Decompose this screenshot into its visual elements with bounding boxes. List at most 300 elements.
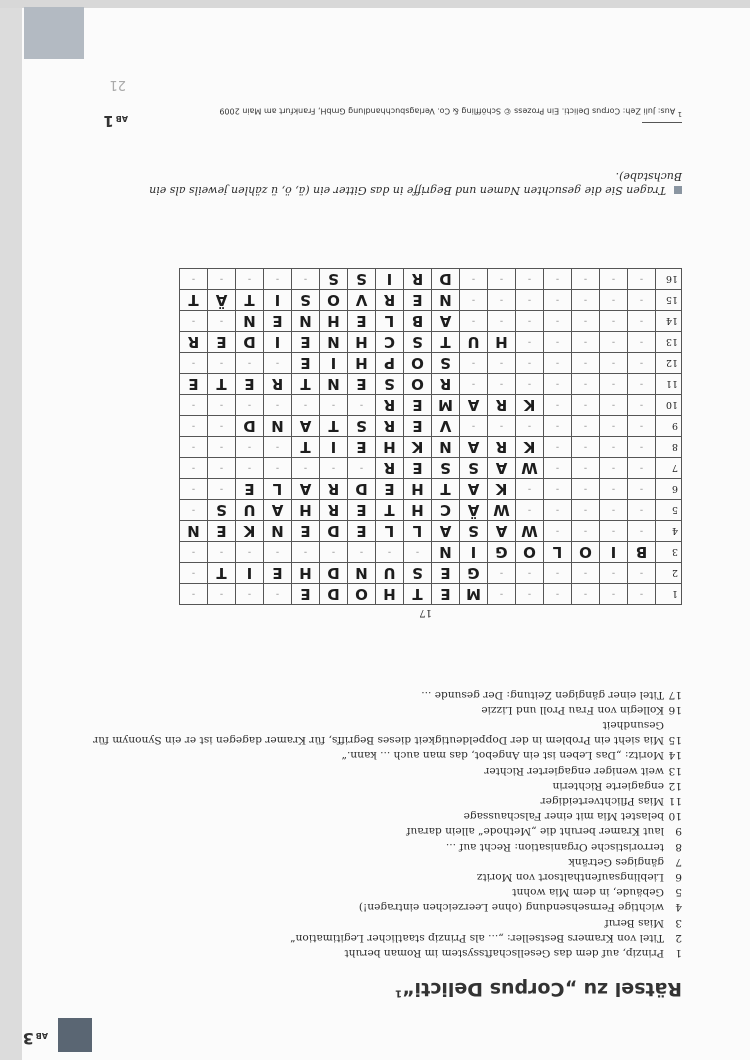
grid-cell-empty: - [320, 395, 348, 416]
grid-cell-empty: - [208, 542, 236, 563]
grid-cell-empty: - [264, 353, 292, 374]
grid-row-number: 5 [656, 500, 682, 521]
grid-cell-empty: - [208, 584, 236, 605]
footnote [219, 106, 682, 118]
grid-cell: B [628, 542, 656, 563]
square-bullet-icon [674, 186, 682, 194]
grid-cell: G [488, 542, 516, 563]
grid-cell-empty: - [572, 269, 600, 290]
grid-row-number: 6 [656, 479, 682, 500]
grid-cell: C [376, 332, 404, 353]
grid-cell-empty: - [600, 374, 628, 395]
chapter-tab-dark [58, 1018, 92, 1052]
grid-cell-empty: - [628, 311, 656, 332]
grid-cell-empty: - [236, 584, 264, 605]
grid-cell-empty: - [264, 542, 292, 563]
grid-cell: D [432, 269, 460, 290]
clue-number: 7 [675, 855, 682, 868]
grid-cell-empty: - [460, 374, 488, 395]
grid-row-number: 10 [656, 395, 682, 416]
clue-item [82, 702, 682, 717]
grid-cell-empty: - [628, 458, 656, 479]
grid-cell-empty: - [572, 437, 600, 458]
grid-cell: H [404, 479, 432, 500]
grid-cell: A [264, 500, 292, 521]
grid-cell-empty: - [180, 500, 208, 521]
grid-cell-empty: - [236, 353, 264, 374]
grid-cell-empty: - [488, 563, 516, 584]
grid-cell: D [320, 521, 348, 542]
grid-cell: U [460, 332, 488, 353]
grid-cell: I [236, 563, 264, 584]
grid-cell: H [292, 563, 320, 584]
grid-cell-empty: - [208, 416, 236, 437]
grid-cell: A [460, 395, 488, 416]
grid-cell: R [404, 269, 432, 290]
grid-row [180, 563, 682, 584]
grid-cell: N [264, 416, 292, 437]
clue-item [82, 945, 682, 960]
grid-cell-empty: - [180, 416, 208, 437]
grid-cell: K [404, 437, 432, 458]
clue-text: wichtige Fernsehsendung (ohne Leerzeichen eintragen!) [358, 901, 664, 914]
grid-cell-empty: - [348, 458, 376, 479]
clue-number: 3 [675, 916, 682, 929]
clue-text: gängiges Getränk [568, 855, 664, 868]
ab-prefix: AB [115, 114, 128, 123]
grid-cell: R [320, 500, 348, 521]
grid-cell: O [404, 374, 432, 395]
clue-text: Mias Beruf [604, 916, 664, 929]
grid-cell-empty: - [628, 374, 656, 395]
grid-cell: H [376, 437, 404, 458]
grid-cell-empty: - [460, 269, 488, 290]
title-footnote-mark: 1 [395, 987, 402, 999]
grid-cell: K [516, 395, 544, 416]
clue-number: 17 [668, 688, 682, 701]
grid-cell-empty: - [180, 437, 208, 458]
grid-row [180, 500, 682, 521]
grid-cell-empty: - [600, 563, 628, 584]
grid-cell-empty: - [600, 353, 628, 374]
grid-cell: H [488, 332, 516, 353]
grid-cell: K [516, 437, 544, 458]
grid-row-number: 9 [656, 416, 682, 437]
clue-number: 12 [668, 779, 682, 792]
grid-cell: T [376, 500, 404, 521]
grid-cell: S [208, 500, 236, 521]
grid-row-number: 1 [656, 584, 682, 605]
grid-cell-empty: - [516, 332, 544, 353]
grid-cell-empty: - [488, 311, 516, 332]
worksheet-label-bottom [103, 112, 128, 130]
clue-text: Lieblingsaufenthaltsort von Moritz [476, 870, 664, 883]
grid-cell-empty: - [208, 458, 236, 479]
grid-cell-empty: - [628, 584, 656, 605]
grid-cell-empty: - [544, 269, 572, 290]
clue-text: terroristische Organisation: Recht auf ... [445, 840, 664, 853]
grid-cell-empty: - [236, 542, 264, 563]
grid-cell: S [404, 563, 432, 584]
grid-cell-empty: - [208, 269, 236, 290]
grid-cell-empty: - [544, 290, 572, 311]
grid-cell: I [264, 290, 292, 311]
grid-cell-empty: - [572, 458, 600, 479]
grid-cell: D [320, 563, 348, 584]
grid-cell-empty: - [628, 395, 656, 416]
clue-item [82, 930, 682, 945]
grid-cell: I [320, 437, 348, 458]
grid-cell-empty: - [544, 332, 572, 353]
grid-cell: E [208, 521, 236, 542]
grid-cell: K [236, 521, 264, 542]
grid-cell: A [460, 437, 488, 458]
grid-cell-empty: - [488, 353, 516, 374]
clue-item [82, 778, 682, 793]
grid-cell-empty: - [544, 458, 572, 479]
grid-row-number: 13 [656, 332, 682, 353]
grid-cell: E [348, 521, 376, 542]
clue-text: Kollegin von Frau Proll und Lizzie [481, 703, 664, 716]
grid-cell-empty: - [460, 353, 488, 374]
grid-cell-empty: - [516, 374, 544, 395]
grid-cell: S [376, 374, 404, 395]
grid-cell: D [348, 479, 376, 500]
grid-cell: N [320, 332, 348, 353]
grid-row [180, 269, 682, 290]
grid-cell: V [348, 290, 376, 311]
footnote-mark: 1 [677, 110, 682, 118]
grid-cell: N [180, 521, 208, 542]
grid-cell: C [432, 500, 460, 521]
grid-cell-empty: - [572, 353, 600, 374]
grid-cell-empty: - [264, 458, 292, 479]
grid-row-number: 12 [656, 353, 682, 374]
clue-text: belastet Mia mit einer Falschaussage [463, 810, 664, 823]
clue-item [82, 899, 682, 914]
grid-cell-empty: - [236, 269, 264, 290]
clue-number: 6 [675, 870, 682, 883]
grid-cell-empty: - [460, 311, 488, 332]
grid-cell-empty: - [460, 290, 488, 311]
clue-number: 8 [675, 840, 682, 853]
clue-text: Titel einer gängigen Zeitung: Der gesunde ... [421, 688, 664, 701]
grid-cell: R [180, 332, 208, 353]
grid-cell-empty: - [572, 311, 600, 332]
clue-number: 14 [668, 749, 682, 762]
grid-cell: S [348, 269, 376, 290]
grid-cell: I [600, 542, 628, 563]
grid-cell-empty: - [488, 290, 516, 311]
grid-cell-empty: - [516, 584, 544, 605]
clue-text: Gebäude, in dem Mia wohnt [512, 886, 664, 899]
grid-cell: E [404, 416, 432, 437]
grid-cell: E [264, 311, 292, 332]
grid-cell: E [404, 290, 432, 311]
grid-cell: T [208, 563, 236, 584]
grid-cell-empty: - [628, 416, 656, 437]
grid-cell: E [292, 521, 320, 542]
grid-row-number: 3 [656, 542, 682, 563]
grid-cell: W [516, 458, 544, 479]
grid-cell: A [432, 521, 460, 542]
grid-cell-empty: - [544, 374, 572, 395]
clue-item [82, 823, 682, 838]
grid-cell: I [376, 269, 404, 290]
grid-cell-empty: - [516, 269, 544, 290]
grid-cell-empty: - [292, 269, 320, 290]
grid-cell: P [376, 353, 404, 374]
worksheet-label-top [23, 1029, 48, 1048]
grid-cell-empty: - [488, 374, 516, 395]
grid-cell: L [264, 479, 292, 500]
grid-row-number: 8 [656, 437, 682, 458]
grid-cell-empty: - [600, 584, 628, 605]
grid-cell: K [488, 479, 516, 500]
grid-cell-empty: - [572, 563, 600, 584]
grid-cell: S [460, 458, 488, 479]
page-edge-right [0, 0, 22, 1060]
grid-cell: H [404, 500, 432, 521]
grid-row [180, 374, 682, 395]
grid-cell: S [404, 332, 432, 353]
grid-cell: Ä [208, 290, 236, 311]
grid-cell: T [292, 374, 320, 395]
grid-cell-empty: - [208, 395, 236, 416]
grid-cell-empty: - [292, 395, 320, 416]
grid-row [180, 542, 682, 563]
grid-cell: E [404, 458, 432, 479]
clue-number: 4 [675, 901, 682, 914]
grid-cell: R [432, 374, 460, 395]
grid-cell: L [376, 521, 404, 542]
clue-list [82, 686, 682, 960]
grid-cell: A [460, 479, 488, 500]
grid-cell-empty: - [516, 479, 544, 500]
grid-cell: T [180, 290, 208, 311]
grid-cell: Ä [460, 500, 488, 521]
grid-cell-empty: - [488, 416, 516, 437]
grid-cell: N [236, 311, 264, 332]
grid-cell-empty: - [180, 563, 208, 584]
clue-item [82, 854, 682, 869]
grid-cell-empty: - [544, 416, 572, 437]
grid-cell-empty: - [544, 437, 572, 458]
clue-text: laut Kramer beruht die „Methode“ allein darauf [406, 825, 664, 838]
grid-cell: G [460, 563, 488, 584]
grid-cell-empty: - [600, 521, 628, 542]
grid-cell-empty: - [264, 437, 292, 458]
grid-cell-empty: - [572, 584, 600, 605]
clue-text: Mias Pflichtverteidiger [540, 794, 664, 807]
grid-cell-empty: - [264, 395, 292, 416]
grid-cell-empty: - [572, 479, 600, 500]
grid-cell-empty: - [572, 290, 600, 311]
clue-item [82, 884, 682, 899]
grid-cell-empty: - [516, 416, 544, 437]
grid-cell: H [376, 584, 404, 605]
grid-cell-empty: - [516, 563, 544, 584]
column-marker-17: 17 [419, 607, 432, 618]
instruction [102, 169, 682, 197]
grid-cell-empty: - [208, 311, 236, 332]
clue-number: 11 [668, 794, 682, 807]
grid-cell-empty: - [404, 542, 432, 563]
grid-cell: E [208, 332, 236, 353]
grid-cell-empty: - [628, 563, 656, 584]
grid-cell: D [236, 332, 264, 353]
instruction-text: Tragen Sie die gesuchten Namen und Begriffe in das Gitter ein (ä, ö, ü zählen jeweils als ein Buchstabe). [149, 170, 682, 197]
grid-cell: T [432, 479, 460, 500]
grid-row [180, 290, 682, 311]
grid-cell: R [376, 458, 404, 479]
grid-cell: O [404, 353, 432, 374]
grid-row-number: 16 [656, 269, 682, 290]
grid-cell: N [432, 542, 460, 563]
grid-cell: S [348, 416, 376, 437]
clue-item [82, 747, 682, 762]
clue-number: 9 [675, 825, 682, 838]
clue-item [82, 686, 682, 701]
clue-text: Prinzip, auf dem das Gesellschaftssystem im Roman beruht [344, 947, 664, 959]
grid-cell-empty: - [600, 500, 628, 521]
grid-cell: S [432, 458, 460, 479]
grid-cell: T [236, 290, 264, 311]
grid-cell-empty: - [628, 500, 656, 521]
grid-cell-empty: - [236, 395, 264, 416]
grid-cell: T [292, 437, 320, 458]
grid-cell: E [236, 374, 264, 395]
grid-cell-empty: - [600, 437, 628, 458]
grid-row [180, 584, 682, 605]
grid-cell-empty: - [236, 458, 264, 479]
grid-cell: O [516, 542, 544, 563]
grid-cell-empty: - [628, 332, 656, 353]
grid-cell: E [432, 584, 460, 605]
grid-cell: L [544, 542, 572, 563]
grid-cell: N [432, 290, 460, 311]
grid-cell: V [432, 416, 460, 437]
grid-cell-empty: - [180, 542, 208, 563]
clue-text: Moritz: „Das Leben ist ein Angebot, das man auch ... kann.“ [341, 749, 664, 762]
grid-cell: W [488, 500, 516, 521]
grid-cell: R [376, 290, 404, 311]
grid-cell-empty: - [600, 269, 628, 290]
grid-cell: I [264, 332, 292, 353]
grid-cell-empty: - [180, 311, 208, 332]
grid-cell-empty: - [348, 395, 376, 416]
grid-cell: I [320, 353, 348, 374]
grid-cell-empty: - [236, 437, 264, 458]
grid-cell: E [348, 374, 376, 395]
grid-cell: R [488, 395, 516, 416]
clue-text: engagierte Richterin [552, 779, 664, 792]
clue-item [82, 808, 682, 823]
clue-item [82, 838, 682, 853]
grid-cell: I [460, 542, 488, 563]
grid-cell: R [264, 374, 292, 395]
grid-cell-empty: - [600, 479, 628, 500]
grid-cell-empty: - [572, 500, 600, 521]
grid-cell: D [236, 416, 264, 437]
grid-cell-empty: - [264, 269, 292, 290]
grid-row-number: 4 [656, 521, 682, 542]
grid-cell-empty: - [516, 500, 544, 521]
grid-cell: N [432, 437, 460, 458]
grid-cell-empty: - [516, 290, 544, 311]
clue-number: 1 [675, 947, 682, 959]
grid-cell: H [292, 500, 320, 521]
grid-cell-empty: - [516, 311, 544, 332]
grid-cell: A [488, 521, 516, 542]
grid-cell-empty: - [348, 542, 376, 563]
grid-cell: S [432, 353, 460, 374]
grid-cell: T [404, 584, 432, 605]
grid-cell: O [348, 584, 376, 605]
grid-cell-empty: - [544, 395, 572, 416]
grid-cell: R [376, 395, 404, 416]
grid-cell-empty: - [544, 563, 572, 584]
grid-cell: M [460, 584, 488, 605]
grid-cell: E [292, 353, 320, 374]
grid-row [180, 437, 682, 458]
grid-row [180, 521, 682, 542]
grid-cell-empty: - [460, 416, 488, 437]
grid-cell: H [348, 332, 376, 353]
grid-cell: E [376, 479, 404, 500]
grid-cell: A [292, 416, 320, 437]
clue-text: Mia sieht ein Problem in der Doppeldeutigkeit dieses Begriffs, für Kramer dagegen ist er ein Synonym für Gesundheit [93, 718, 664, 747]
grid-cell-empty: - [208, 437, 236, 458]
grid-cell-empty: - [208, 479, 236, 500]
grid-cell-empty: - [572, 374, 600, 395]
grid-cell: T [320, 416, 348, 437]
grid-cell: E [292, 332, 320, 353]
grid-cell: R [376, 416, 404, 437]
grid-cell: E [432, 563, 460, 584]
grid-cell: N [348, 563, 376, 584]
clue-item [82, 762, 682, 777]
grid-row [180, 416, 682, 437]
grid-cell: S [292, 290, 320, 311]
grid-cell-empty: - [516, 353, 544, 374]
grid-cell: N [292, 311, 320, 332]
grid-cell: E [348, 500, 376, 521]
grid-cell-empty: - [572, 395, 600, 416]
grid-row [180, 332, 682, 353]
grid-cell-empty: - [488, 584, 516, 605]
clue-number: 13 [668, 764, 682, 777]
grid-cell: O [320, 290, 348, 311]
clue-text: weit weniger engagierter Richter [484, 764, 664, 777]
footnote-text: Aus: Juli Zeh: Corpus Delicti. Ein Prozess © Schöffling & Co. Verlagsbuchhandlung GmbH, Frankfurt am Main 2009 [219, 106, 676, 116]
grid-cell-empty: - [544, 311, 572, 332]
grid-cell-empty: - [180, 353, 208, 374]
grid-cell: E [292, 584, 320, 605]
grid-cell-empty: - [628, 521, 656, 542]
grid-cell: E [348, 437, 376, 458]
grid-cell: T [208, 374, 236, 395]
grid-cell: A [488, 458, 516, 479]
chapter-tab-light [24, 7, 84, 59]
grid-cell-empty: - [488, 269, 516, 290]
clue-number: 2 [675, 931, 682, 944]
grid-cell-empty: - [600, 332, 628, 353]
clue-number: 16 [668, 703, 682, 716]
crossword-grid [179, 268, 682, 605]
clue-number: 5 [675, 886, 682, 899]
grid-row-number: 15 [656, 290, 682, 311]
